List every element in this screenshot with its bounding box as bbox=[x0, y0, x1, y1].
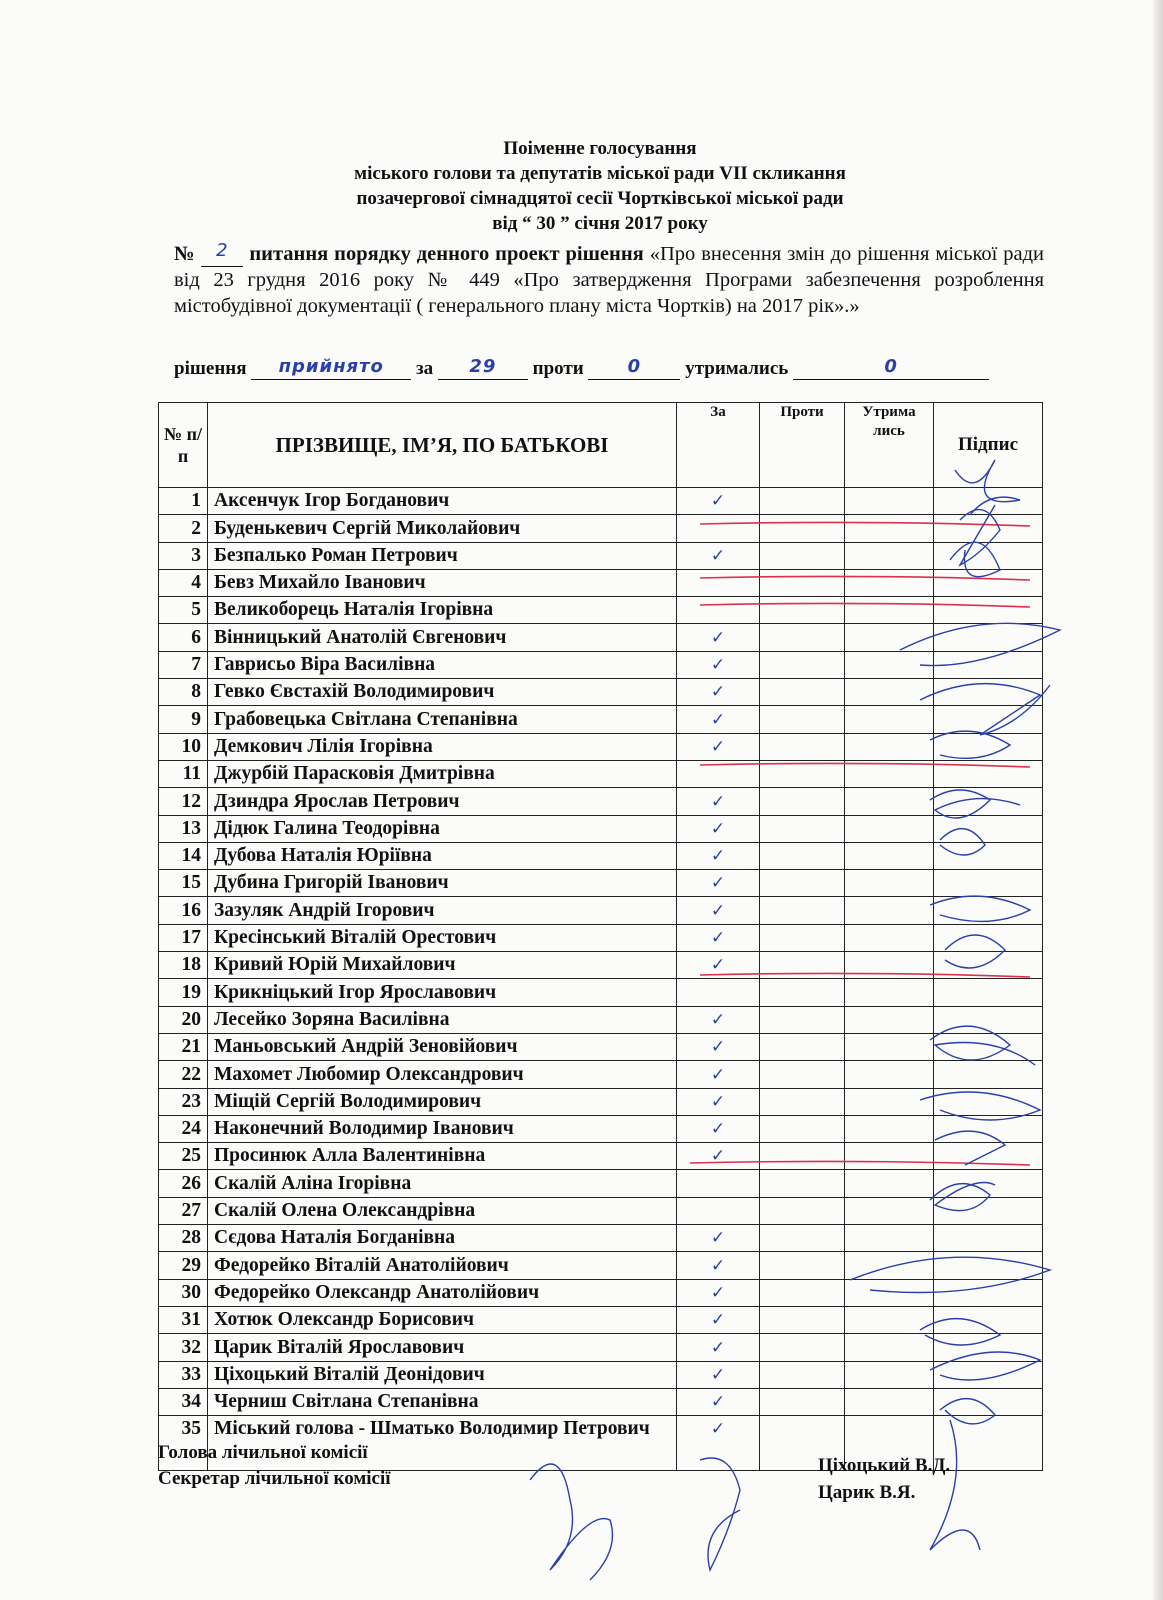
signature-mark bbox=[930, 1352, 1040, 1380]
vote-for-cell: ✓ bbox=[677, 952, 760, 979]
vote-for-cell: ✓ bbox=[677, 842, 760, 869]
vote-for-cell: ✓ bbox=[677, 542, 760, 569]
signature-mark bbox=[920, 1319, 1000, 1345]
deputy-name: Наконечний Володимир Іванович bbox=[208, 1115, 677, 1142]
signature-mark bbox=[930, 790, 1020, 818]
deputy-name: Хотюк Олександр Борисович bbox=[208, 1306, 677, 1333]
row-number: 26 bbox=[159, 1170, 208, 1197]
vote-for-cell: ✓ bbox=[677, 1143, 760, 1170]
vote-for-cell: ✓ bbox=[677, 1334, 760, 1361]
deputy-name: Міщій Сергій Володимирович bbox=[208, 1088, 677, 1115]
vote-for-cell: ✓ bbox=[677, 1306, 760, 1333]
deputy-name: Маньовський Андрій Зеновійович bbox=[208, 1033, 677, 1060]
counting-commission-secretary-label: Секретар лічильної комісії bbox=[158, 1468, 391, 1489]
for-label: за bbox=[416, 358, 434, 379]
deputy-name: Джурбій Парасковія Дмитрівна bbox=[208, 760, 677, 787]
chair-signature bbox=[530, 1464, 613, 1580]
strike-line bbox=[690, 1161, 1030, 1165]
decision-label: рішення bbox=[174, 358, 247, 379]
strike-line bbox=[700, 973, 1030, 977]
row-number: 3 bbox=[159, 542, 208, 569]
vote-for-cell: ✓ bbox=[677, 1361, 760, 1388]
signature-mark bbox=[940, 1399, 995, 1424]
row-number: 10 bbox=[159, 733, 208, 760]
deputy-name: Бевз Михайло Іванович bbox=[208, 569, 677, 596]
signature-mark bbox=[930, 1420, 980, 1550]
deputy-name: Дубина Григорій Іванович bbox=[208, 870, 677, 897]
vote-for-cell: ✓ bbox=[677, 1279, 760, 1306]
vote-for-cell: ✓ bbox=[677, 651, 760, 678]
vote-for-cell: ✓ bbox=[677, 897, 760, 924]
row-number: 8 bbox=[159, 679, 208, 706]
row-number: 32 bbox=[159, 1334, 208, 1361]
row-number: 29 bbox=[159, 1252, 208, 1279]
vote-for-cell: ✓ bbox=[677, 1006, 760, 1033]
deputy-name: Демкович Лілія Ігорівна bbox=[208, 733, 677, 760]
item-number-label: № bbox=[174, 243, 196, 265]
title-line-3: позачергової сімнадцятої сесії Чортківської міської ради bbox=[356, 188, 844, 209]
deputy-name: Буденькевич Сергій Миколайович bbox=[208, 515, 677, 542]
chair-name: Ціхоцький В.Д. bbox=[818, 1455, 951, 1476]
deputy-name: Царик Віталій Ярославович bbox=[208, 1334, 677, 1361]
row-number: 18 bbox=[159, 952, 208, 979]
row-number: 20 bbox=[159, 1006, 208, 1033]
row-number: 31 bbox=[159, 1306, 208, 1333]
signature-mark bbox=[935, 1131, 1005, 1165]
header-number: № п/п bbox=[159, 403, 208, 488]
row-number: 1 bbox=[159, 488, 208, 515]
deputy-name: Вінницький Анатолій Євгенович bbox=[208, 624, 677, 651]
signature-mark bbox=[930, 896, 1030, 921]
row-number: 22 bbox=[159, 1061, 208, 1088]
row-number: 15 bbox=[159, 870, 208, 897]
decision-value: прийнято bbox=[278, 356, 384, 377]
deputy-name: Сєдова Наталія Богданівна bbox=[208, 1225, 677, 1252]
strike-line bbox=[700, 522, 1030, 526]
row-number: 9 bbox=[159, 706, 208, 733]
vote-for-cell: ✓ bbox=[677, 1252, 760, 1279]
vote-for-cell: ✓ bbox=[677, 924, 760, 951]
row-number: 24 bbox=[159, 1115, 208, 1142]
deputy-name: Кресінський Віталій Орестович bbox=[208, 924, 677, 951]
for-count-value: 29 bbox=[469, 356, 497, 377]
header-signature: Підпис bbox=[934, 403, 1043, 488]
vote-for-cell: ✓ bbox=[677, 1416, 760, 1471]
row-number: 35 bbox=[159, 1416, 208, 1471]
vote-for-cell: ✓ bbox=[677, 1388, 760, 1415]
row-number: 21 bbox=[159, 1033, 208, 1060]
item-number-value: 2 bbox=[216, 240, 229, 261]
counting-commission-chair-label: Голова лічильної комісії bbox=[158, 1442, 368, 1463]
row-number: 27 bbox=[159, 1197, 208, 1224]
row-number: 30 bbox=[159, 1279, 208, 1306]
row-number: 13 bbox=[159, 815, 208, 842]
vote-for-cell: ✓ bbox=[677, 1061, 760, 1088]
deputy-name: Ціхоцький Віталій Деонідович bbox=[208, 1361, 677, 1388]
vote-for-cell: ✓ bbox=[677, 1033, 760, 1060]
deputy-name: Федорейко Олександр Анатолійович bbox=[208, 1279, 677, 1306]
deputy-name: Дзиндра Ярослав Петрович bbox=[208, 788, 677, 815]
strike-line bbox=[700, 603, 1030, 607]
secretary-signature bbox=[700, 1458, 740, 1570]
deputy-name: Аксенчук Ігор Богданович bbox=[208, 488, 677, 515]
title-line-2: міського голови та депутатів міської ради VII скликання bbox=[354, 163, 846, 184]
red-strike-lines bbox=[690, 522, 1030, 1165]
signature-mark bbox=[930, 731, 1010, 758]
row-number: 16 bbox=[159, 897, 208, 924]
vote-for-cell: ✓ bbox=[677, 733, 760, 760]
deputy-name: Дубова Наталія Юріївна bbox=[208, 842, 677, 869]
title-line-1: Поіменне голосування bbox=[503, 138, 697, 159]
deputy-name: Грабовецька Світлана Степанівна bbox=[208, 706, 677, 733]
against-count-value: 0 bbox=[627, 356, 642, 377]
signature-mark bbox=[920, 1092, 1040, 1120]
vote-for-cell: ✓ bbox=[677, 488, 760, 515]
deputy-name: Черниш Світлана Степанівна bbox=[208, 1388, 677, 1415]
title-date: від “ 30 ” січня 2017 року bbox=[492, 213, 708, 234]
signature-mark bbox=[950, 542, 1000, 576]
abstain-label: утримались bbox=[685, 358, 789, 379]
signature-mark bbox=[960, 505, 1000, 565]
deputy-name: Безпалько Роман Петрович bbox=[208, 542, 677, 569]
vote-for-cell: ✓ bbox=[677, 1115, 760, 1142]
header-abstain: Утрима лись bbox=[845, 403, 934, 488]
header-for: За bbox=[677, 403, 760, 488]
signature-mark bbox=[850, 1257, 1050, 1292]
item-text: «Про внесення змін до рішення міської ради від 23 грудня 2016 року № 449 «Про затвердження Програми забезпечення розроблення містобудівної документації ( генерального плану міста Чортків) на 2017 рік».» bbox=[174, 243, 1045, 317]
row-number: 12 bbox=[159, 788, 208, 815]
signature-mark bbox=[955, 460, 1020, 515]
deputy-name: Великоборець Наталія Ігорівна bbox=[208, 597, 677, 624]
row-number: 6 bbox=[159, 624, 208, 651]
signature-mark bbox=[940, 829, 985, 855]
vote-for-cell: ✓ bbox=[677, 815, 760, 842]
deputy-name: Скалій Олена Олександрівна bbox=[208, 1197, 677, 1224]
row-number: 4 bbox=[159, 569, 208, 596]
vote-for-cell: ✓ bbox=[677, 679, 760, 706]
strike-line bbox=[700, 763, 1030, 767]
row-number: 11 bbox=[159, 760, 208, 787]
row-number: 28 bbox=[159, 1225, 208, 1252]
deputy-name: Зазуляк Андрій Ігорович bbox=[208, 897, 677, 924]
deputy-name: Дідюк Галина Теодорівна bbox=[208, 815, 677, 842]
row-number: 23 bbox=[159, 1088, 208, 1115]
item-intro: питання порядку денного проект рішення bbox=[249, 243, 644, 265]
vote-for-cell: ✓ bbox=[677, 706, 760, 733]
deputy-name: Скалій Аліна Ігорівна bbox=[208, 1170, 677, 1197]
row-number: 5 bbox=[159, 597, 208, 624]
deputy-name: Міський голова - Шматько Володимир Петрович bbox=[208, 1416, 677, 1471]
vote-for-cell: ✓ bbox=[677, 1088, 760, 1115]
vote-for-cell: ✓ bbox=[677, 1225, 760, 1252]
row-number: 2 bbox=[159, 515, 208, 542]
signature-mark bbox=[900, 623, 1060, 665]
signature-mark bbox=[945, 935, 1005, 968]
deputy-name: Просинюк Алла Валентинівна bbox=[208, 1143, 677, 1170]
against-label: проти bbox=[532, 358, 584, 379]
signature-scribbles bbox=[530, 460, 1060, 1580]
signature-mark bbox=[920, 684, 1050, 735]
deputy-name: Кривий Юрій Михайлович bbox=[208, 952, 677, 979]
deputy-name: Гевко Євстахій Володимирович bbox=[208, 679, 677, 706]
signature-mark bbox=[930, 1026, 1035, 1065]
row-number: 7 bbox=[159, 651, 208, 678]
deputy-name: Федорейко Віталій Анатолійович bbox=[208, 1252, 677, 1279]
header-against: Проти bbox=[760, 403, 845, 488]
deputy-name: Крикніцький Ігор Ярославович bbox=[208, 979, 677, 1006]
row-number: 34 bbox=[159, 1388, 208, 1415]
abstain-count-value: 0 bbox=[884, 356, 898, 377]
deputy-name: Лесейко Зоряна Василівна bbox=[208, 1006, 677, 1033]
vote-for-cell: ✓ bbox=[677, 788, 760, 815]
row-number: 19 bbox=[159, 979, 208, 1006]
vote-for-cell: ✓ bbox=[677, 624, 760, 651]
row-number: 14 bbox=[159, 842, 208, 869]
deputy-name: Гаврисьо Віра Василівна bbox=[208, 651, 677, 678]
row-number: 25 bbox=[159, 1143, 208, 1170]
header-name: ПРІЗВИЩЕ, ІМ’Я, ПО БАТЬКОВІ bbox=[208, 403, 677, 488]
secretary-name: Царик В.Я. bbox=[818, 1482, 916, 1503]
row-number: 17 bbox=[159, 924, 208, 951]
vote-for-cell: ✓ bbox=[677, 870, 760, 897]
row-number: 33 bbox=[159, 1361, 208, 1388]
signature-mark bbox=[930, 1183, 995, 1211]
deputy-name: Махомет Любомир Олександрович bbox=[208, 1061, 677, 1088]
